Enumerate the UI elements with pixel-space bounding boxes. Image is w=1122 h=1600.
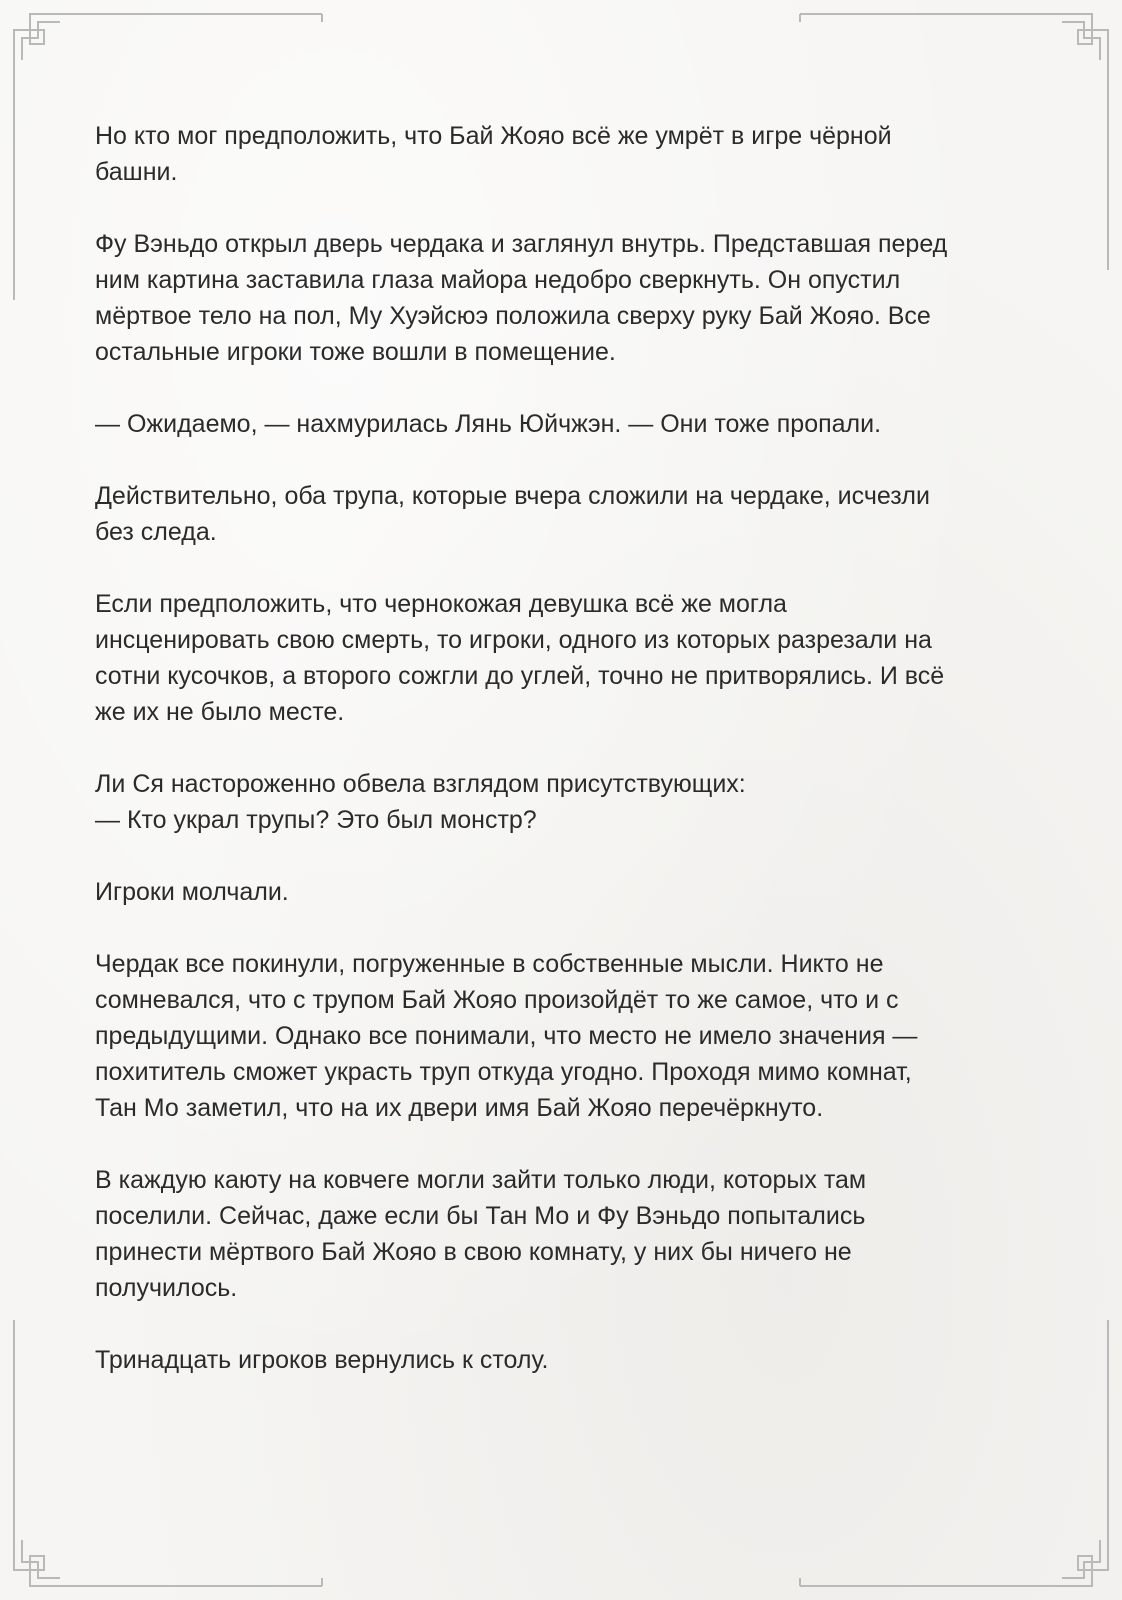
story-text: [95, 118, 1035, 1378]
paragraph: Чердак все покинули, погруженные в собственные мысли. Никто не сомневался, что с трупом Бай Жояо произойдёт то же самое, что и с предыдущими. Однако все понимали, что место не имело значения — похититель сможет украсть труп откуда угодно. Проходя мимо комнат, Тан Мо заметил, что на их двери имя Бай Жояо перечёркнуто.: [95, 950, 918, 1122]
paragraph: Тринадцать игроков вернулись к столу.: [95, 1346, 549, 1374]
paragraph: Фу Вэньдо открыл дверь чердака и заглянул внутрь. Представшая перед ним картина заставила глаза майора недобро сверкнуть. Он опустил мёртвое тело на пол, Му Хуэйсюэ положила сверху руку Бай Жояо. Все остальные игроки тоже вошли в помещение.: [95, 230, 948, 366]
paragraph: Если предположить, что чернокожая девушка всё же могла инсценировать свою смерть, то игроки, одного из которых разрезали на сотни кусочков, а второго сожгли до углей, точно не притворялись. И всё же их не было месте.: [95, 590, 945, 726]
paragraph: Ли Ся настороженно обвела взглядом присутствующих: — Кто украл трупы? Это был монстр?: [95, 770, 746, 834]
paragraph: — Ожидаемо, — нахмурилась Лянь Юйчжэн. — Они тоже пропали.: [95, 410, 882, 438]
paragraph: Игроки молчали.: [95, 878, 289, 906]
paragraph: Но кто мог предположить, что Бай Жояо всё же умрёт в игре чёрной башни.: [95, 122, 892, 186]
paragraph: Действительно, оба трупа, которые вчера сложили на чердаке, исчезли без следа.: [95, 482, 930, 546]
paragraph: В каждую каюту на ковчеге могли зайти только люди, которых там поселили. Сейчас, даже если бы Тан Мо и Фу Вэньдо попытались принести мёртвого Бай Жояо в свою комнату, у них бы ничего не получилось.: [95, 1166, 867, 1302]
